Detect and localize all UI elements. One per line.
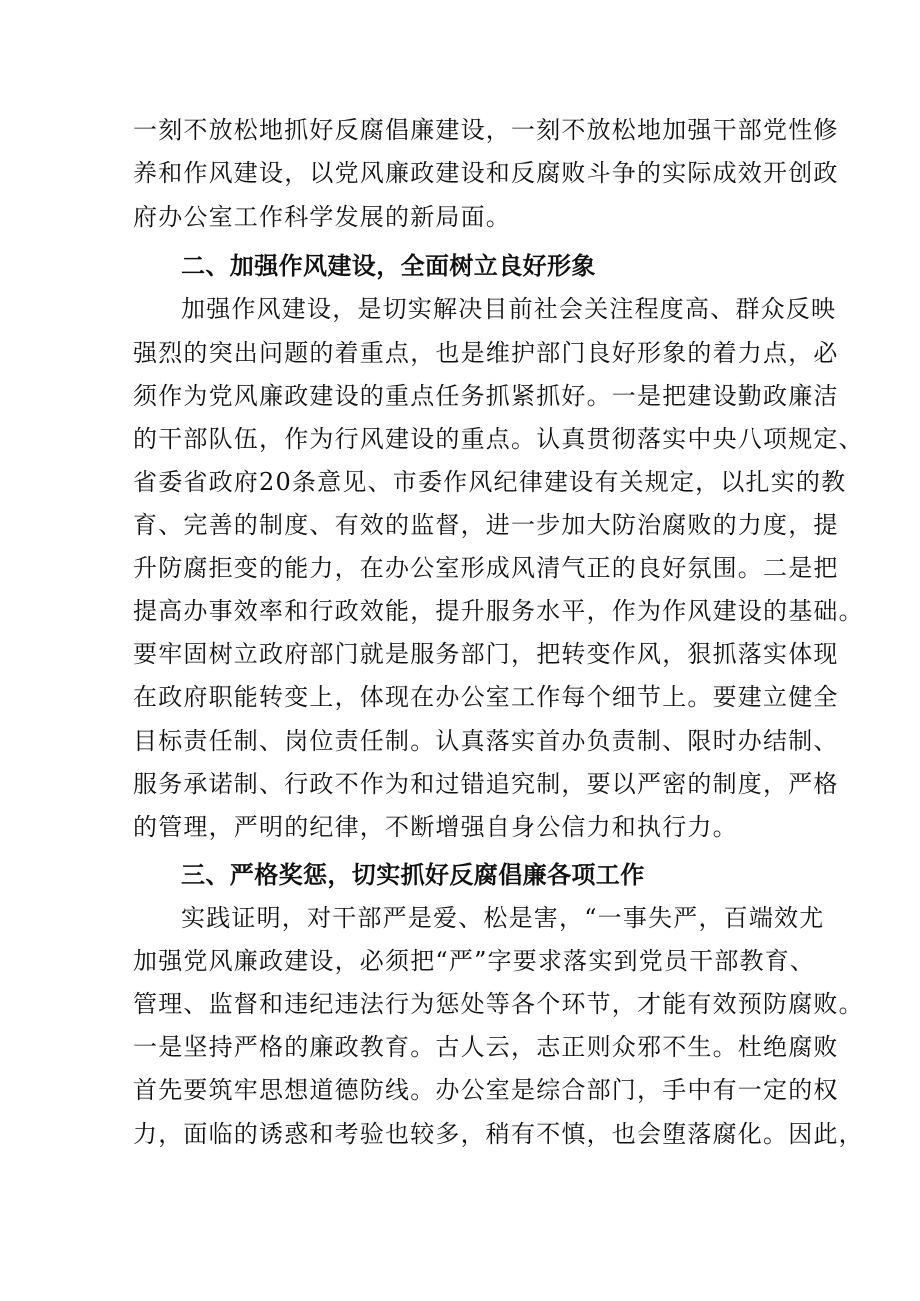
paragraph-line: 实践证明，对干部严是爱、松是害，“一事失严，百端效尤 xyxy=(181,904,825,932)
paragraph-line: 要牢固树立政府部门就是服务部门，把转变作风，狠抓落实体现 xyxy=(133,640,839,668)
paragraph-line: 首先要筑牢思想道德防线。办公室是综合部门，手中有一定的权 xyxy=(133,1076,839,1104)
paragraph-line: 省委省政府20条意见、市委作风纪律建设有关规定，以扎实的教 xyxy=(133,468,847,496)
paragraph-line: 在政府职能转变上，体现在办公室工作每个细节上。要建立健全 xyxy=(133,683,839,711)
paragraph-line: 的管理，严明的纪律，不断增强自身公信力和执行力。 xyxy=(133,813,738,841)
paragraph-line: 管理、监督和违纪违法行为惩处等各个环节，才能有效预防腐败。 xyxy=(133,990,864,1018)
paragraph-line: 一刻不放松地抓好反腐倡廉建设，一刻不放松地加强干部党性修 xyxy=(133,116,839,144)
paragraph-line: 须作为党风廉政建设的重点任务抓紧抓好。一是把建设勤政廉洁 xyxy=(133,382,839,410)
paragraph-line: 升防腐拒变的能力，在办公室形成风清气正的良好氛围。二是把 xyxy=(133,554,839,582)
paragraph-line: 服务承诺制、行政不作为和过错追究制，要以严密的制度，严格 xyxy=(133,770,839,798)
section-heading: 三、严格奖惩，切实抓好反腐倡廉各项工作 xyxy=(181,861,645,889)
paragraph-line: 目标责任制、岗位责任制。认真落实首办负责制、限时办结制、 xyxy=(133,727,839,755)
paragraph-line: 养和作风建设，以党风廉政建设和反腐败斗争的实际成效开创政 xyxy=(133,159,839,187)
paragraph-line: 府办公室工作科学发展的新局面。 xyxy=(133,203,511,231)
paragraph-line: 加强作风建设，是切实解决目前社会关注程度高、群众反映 xyxy=(181,295,837,323)
paragraph-line: 一是坚持严格的廉政教育。古人云，志正则众邪不生。杜绝腐败 xyxy=(133,1033,839,1061)
paragraph-line: 育、完善的制度、有效的监督，进一步加大防治腐败的力度，提 xyxy=(133,511,839,539)
section-heading: 二、加强作风建设，全面树立良好形象 xyxy=(181,252,596,280)
paragraph-line: 力，面临的诱惑和考验也较多，稍有不慎，也会堕落腐化。因此， xyxy=(133,1120,864,1148)
paragraph-line: 的干部队伍，作为行风建设的重点。认真贯彻落实中央八项规定、 xyxy=(133,425,864,453)
paragraph-line: 加强党风廉政建设，必须把“严”字要求落实到党员干部教育、 xyxy=(133,947,816,975)
paragraph-line: 提高办事效率和行政效能，提升服务水平，作为作风建设的基础。 xyxy=(133,597,864,625)
paragraph-line: 强烈的突出问题的着重点，也是维护部门良好形象的着力点，必 xyxy=(133,339,839,367)
